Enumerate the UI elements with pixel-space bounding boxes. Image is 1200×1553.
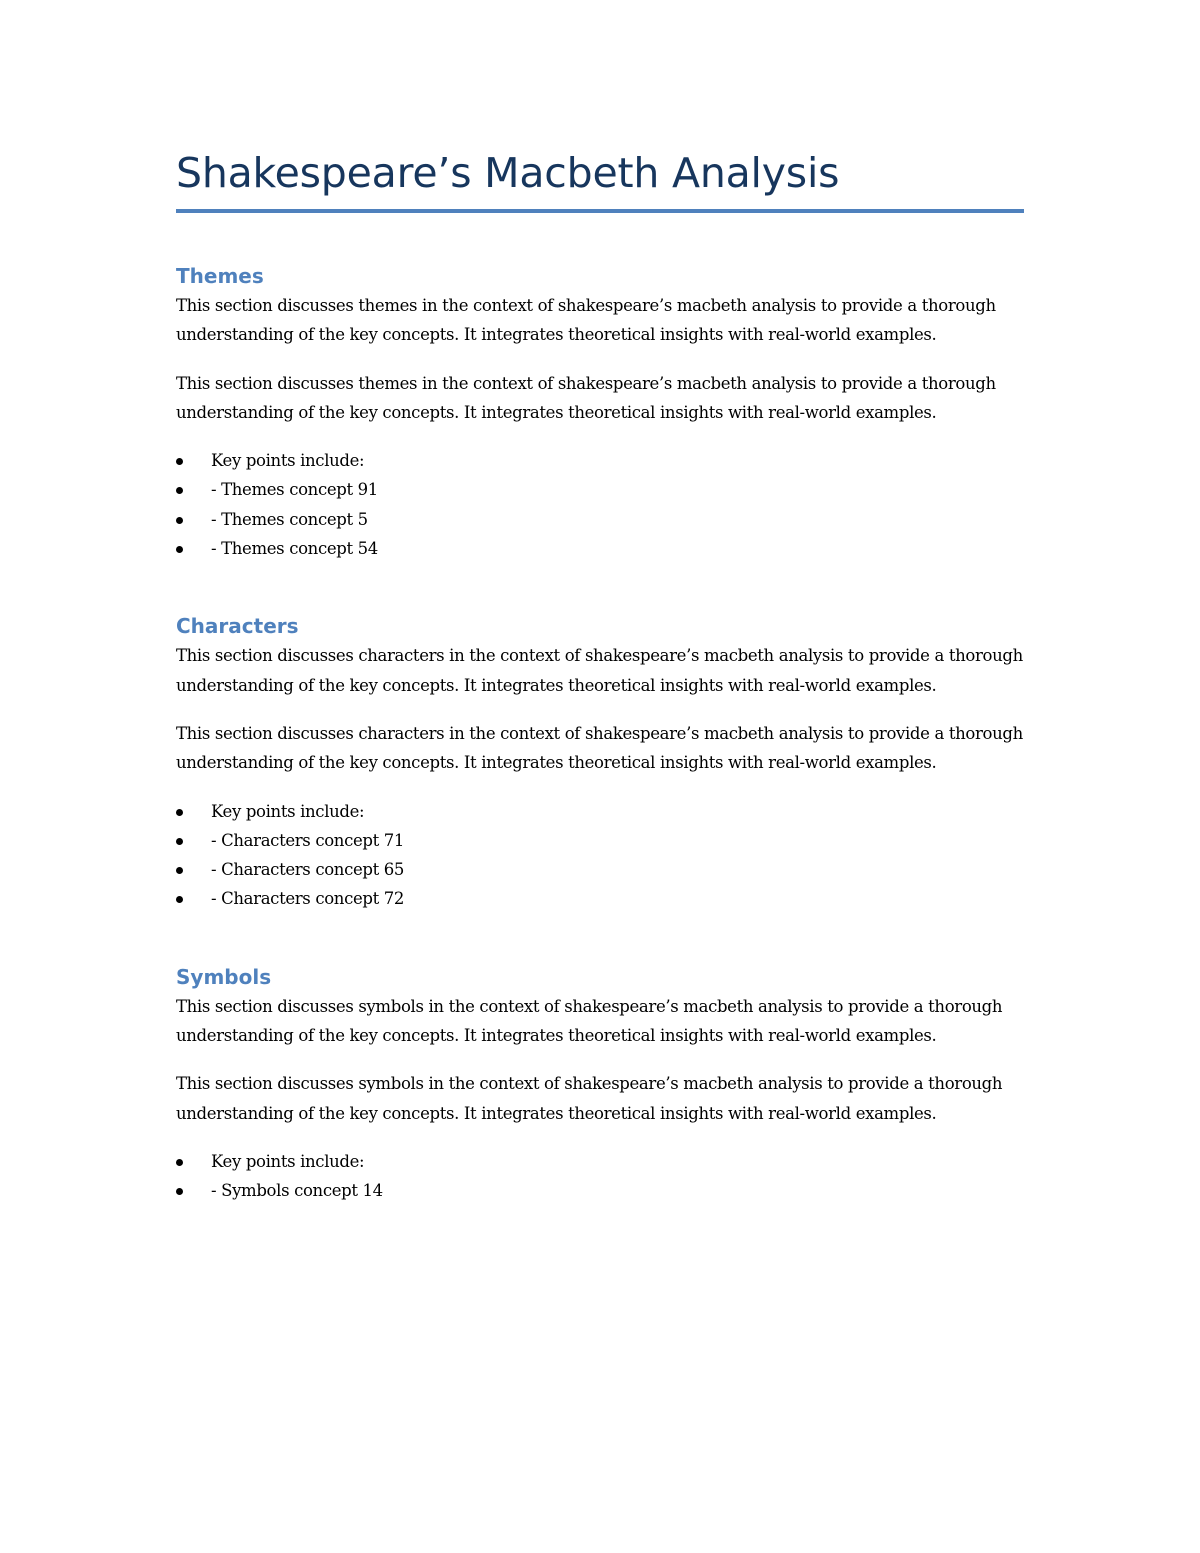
section-themes — [176, 261, 1026, 563]
bullet-dot-icon — [176, 1159, 183, 1166]
bullet-item — [176, 505, 1026, 534]
bullet-text: - Characters concept 72 — [211, 889, 405, 909]
bullet-text: - Themes concept 54 — [211, 539, 378, 559]
bullet-text: Key points include: — [211, 451, 365, 471]
section-heading: Themes — [176, 264, 264, 288]
bullet-list — [176, 1147, 1026, 1206]
bullet-item — [176, 475, 1026, 504]
bullet-text: Key points include: — [211, 1151, 365, 1171]
bullet-text: - Themes concept 5 — [211, 509, 368, 529]
bullet-item — [176, 826, 1026, 855]
document-body — [176, 145, 1026, 1206]
section-symbols — [176, 962, 1026, 1206]
title-underline — [176, 209, 1024, 213]
section-paragraph: This section discusses symbols in the context of shakespeare’s macbeth analysis to provide a thorough understanding of the key concepts. It integrates theoretical insights with real-world examples. — [176, 1074, 1003, 1123]
bullet-dot-icon — [176, 517, 183, 524]
bullet-text: - Characters concept 71 — [211, 830, 405, 850]
document-title: Shakespeare’s Macbeth Analysis — [176, 149, 840, 197]
bullet-dot-icon — [176, 1188, 183, 1195]
section-paragraph: This section discusses themes in the context of shakespeare’s macbeth analysis to provide a thorough understanding of the key concepts. It integrates theoretical insights with real-world examples. — [176, 373, 996, 422]
bullet-text: Key points include: — [211, 801, 365, 821]
bullet-dot-icon — [176, 896, 183, 903]
section-paragraph: This section discusses symbols in the context of shakespeare’s macbeth analysis to provide a thorough understanding of the key concepts. It integrates theoretical insights with real-world examples. — [176, 996, 1003, 1046]
bullet-item — [176, 446, 1026, 475]
bullet-text: - Themes concept 91 — [211, 480, 378, 500]
bullet-item — [176, 855, 1026, 884]
bullet-text: - Characters concept 65 — [211, 860, 405, 880]
section-paragraph: This section discusses characters in the context of shakespeare’s macbeth analysis to provide a thorough understanding of the key concepts. It integrates theoretical insights with real-world examples. — [176, 646, 1023, 695]
bullet-dot-icon — [176, 867, 183, 874]
bullet-item — [176, 797, 1026, 826]
bullet-dot-icon — [176, 546, 183, 553]
bullet-dot-icon — [176, 458, 183, 465]
section-characters — [176, 611, 1026, 913]
bullet-list — [176, 446, 1026, 563]
section-heading: Characters — [176, 614, 299, 639]
section-paragraph: This section discusses characters in the context of shakespeare’s macbeth analysis to provide a thorough understanding of the key concepts. It integrates theoretical insights with real-world examples. — [176, 723, 1023, 773]
bullet-dot-icon — [176, 838, 183, 845]
bullet-item — [176, 534, 1026, 563]
section-heading: Symbols — [176, 964, 272, 989]
section-paragraph: This section discusses themes in the context of shakespeare’s macbeth analysis to provide a thorough understanding of the key concepts. It integrates theoretical insights with real-world examples. — [176, 296, 996, 345]
bullet-dot-icon — [176, 809, 183, 816]
bullet-item — [176, 884, 1026, 913]
bullet-item — [176, 1176, 1026, 1205]
bullet-item — [176, 1147, 1026, 1176]
bullet-list — [176, 797, 1026, 914]
bullet-text: - Symbols concept 14 — [211, 1181, 383, 1201]
bullet-dot-icon — [176, 487, 183, 494]
